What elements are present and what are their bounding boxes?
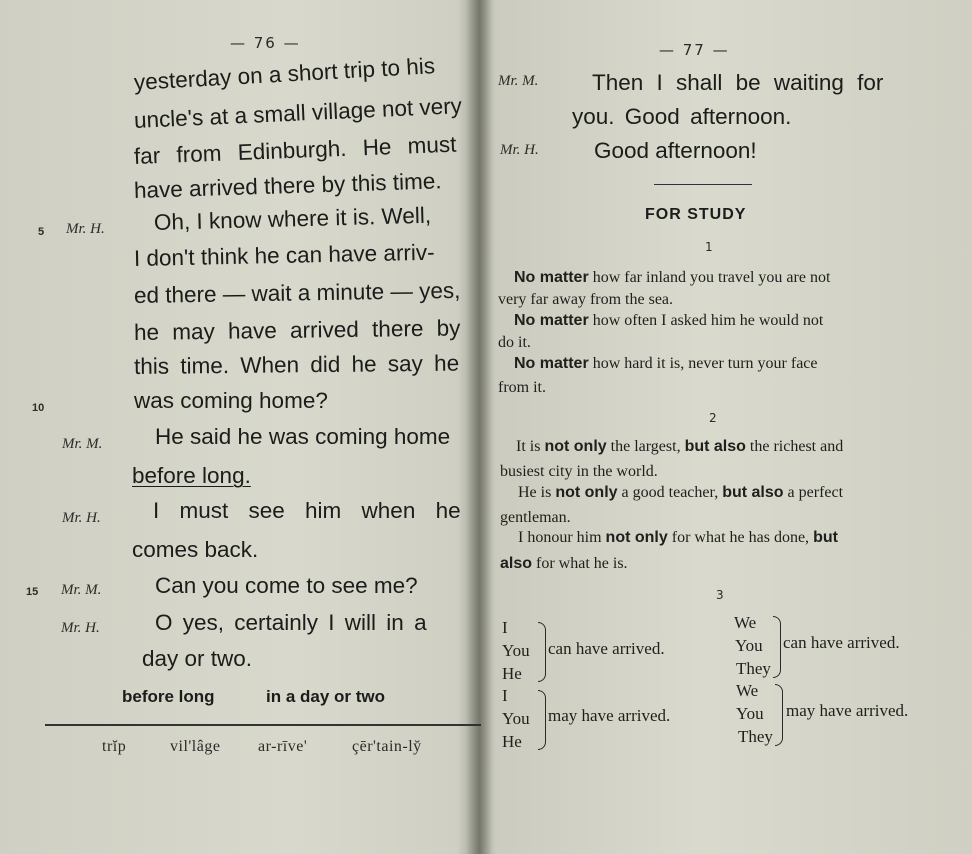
subject: You [502,641,530,660]
predicate: may have arrived. [786,701,909,720]
subject: He [502,664,522,683]
subject: You [735,636,763,655]
example-line: No matter how far inland you travel you are not [514,269,831,286]
text-line: he may have arrived there by [133,315,461,345]
text-line: was coming home? [134,388,328,413]
right-page [484,0,972,854]
subject: You [502,709,530,728]
example-line: No matter how often I asked him he would not [514,312,824,329]
text-line: Can you come to see me? [155,573,418,598]
vocab-word: vil'lâge [170,738,221,755]
subject: They [738,727,773,746]
dialogue-line: you. Good afternoon. [572,104,792,129]
vocab-word: trĭp [102,738,127,755]
example-line: from it. [498,379,546,396]
speaker-label: Mr. H. [66,221,105,237]
predicate: can have arrived. [548,639,665,658]
subject: We [734,613,757,632]
text-line: yesterday on a short trip to his [133,53,436,95]
section-rule [654,184,752,185]
subject: You [736,704,764,723]
example-line: gentleman. [500,509,571,526]
example-line: I honour him not only for what he has done, but [518,529,838,546]
text-line: Oh, I know where it is. Well, [153,202,432,235]
left-page [0,0,480,854]
text-line: before long. [132,463,251,488]
speaker-label: Mr. M. [498,73,539,89]
predicate: may have arrived. [548,706,671,725]
example-line: also for what he is. [500,555,628,572]
vocab-word: çēr'tain-ly̆ [352,738,422,755]
line-number: 15 [26,586,39,598]
line-number: 5 [38,226,45,238]
speaker-label: Mr. M. [61,582,102,598]
section-number: 1 [705,240,713,254]
example-line: do it. [498,334,531,351]
text-line: He said he was coming home [155,424,451,449]
text-line: I must see him when he [153,498,461,523]
phrase-in-a-day-or-two: in a day or two [266,687,386,706]
speaker-label: Mr. H. [62,510,101,526]
text-line: comes back. [132,537,259,562]
line-number: 10 [32,402,45,414]
text-line: uncle's at a small village not very [133,93,463,133]
brace [538,690,546,750]
example-line: It is not only the largest, but also the richest and [516,438,844,455]
text-line: have arrived there by this time. [133,168,442,203]
section-number: 2 [709,411,717,425]
footer-rule [45,724,481,726]
text-line: this time. When did he say he [133,350,460,379]
subject: I [502,618,508,637]
text-line: I don't think he can have arriv- [133,239,435,271]
subject: They [736,659,771,678]
speaker-label: Mr. H. [61,620,100,636]
for-study-heading: FOR STUDY [645,206,747,223]
example-line: very far away from the sea. [498,291,674,308]
text-line: ed there — wait a minute — yes, [133,277,461,308]
phrase-before-long: before long [122,687,215,706]
predicate: can have arrived. [783,633,900,652]
text-line: far from Edinburgh. He must [133,131,457,169]
brace [538,622,546,682]
subject: I [502,686,508,705]
page-number-76: — 76 — [230,34,301,52]
section-number: 3 [716,588,724,602]
example-line: busiest city in the world. [500,463,658,480]
speaker-label: Mr. H. [500,142,539,158]
example-line: No matter how hard it is, never turn your face [514,355,818,372]
vocab-word: ar-rīve' [258,738,308,755]
text-line: O yes, certainly I will in a [155,610,427,635]
brace [773,616,781,678]
subject: We [736,681,759,700]
example-line: He is not only a good teacher, but also a perfect [518,484,844,501]
page-number-77: — 77 — [659,41,730,59]
text-line: day or two. [142,646,253,671]
speaker-label: Mr. M. [62,436,103,452]
subject: He [502,732,522,751]
dialogue-line: Good afternoon! [594,138,757,163]
brace [775,684,783,746]
dialogue-line: Then I shall be waiting for [592,70,884,95]
